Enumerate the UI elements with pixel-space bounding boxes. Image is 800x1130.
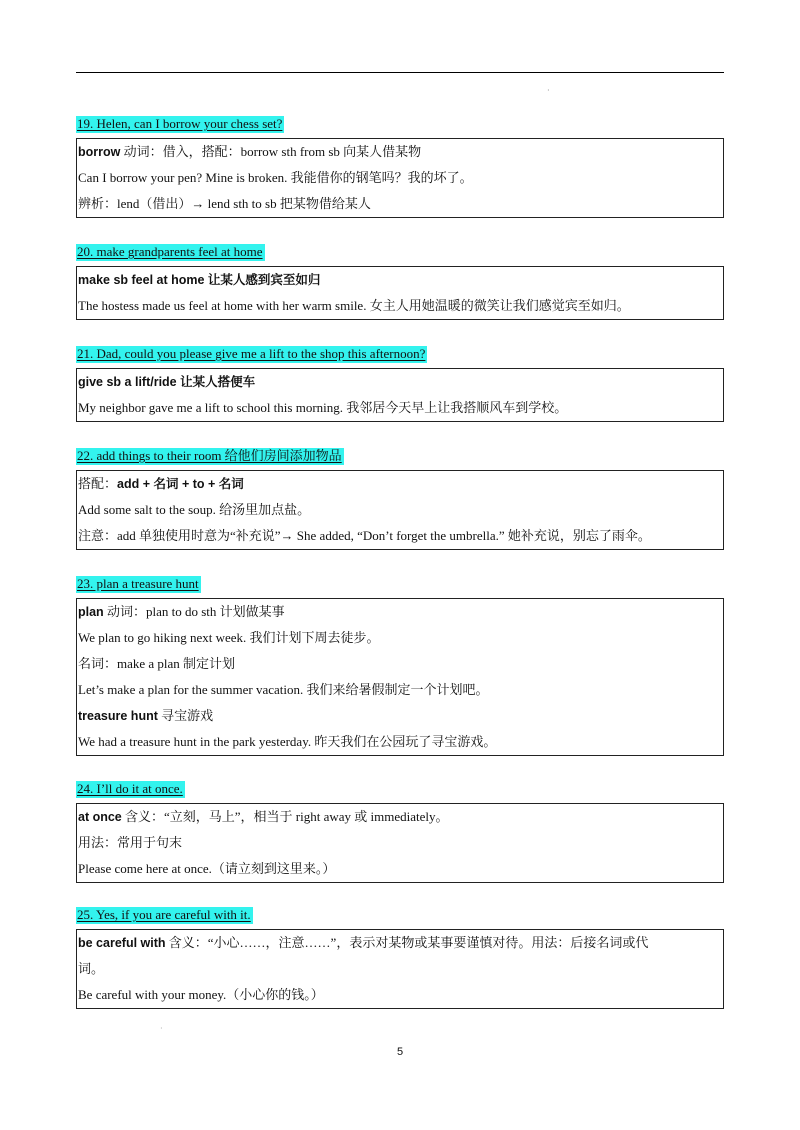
- keyword: plan: [78, 605, 104, 619]
- keyword: give sb a lift/ride 让某人搭便车: [78, 375, 256, 389]
- note-text: 动词：plan to do sth 计划做某事: [103, 604, 285, 619]
- section-20: [76, 243, 724, 320]
- note-text: 用法：常用于句末: [78, 835, 183, 850]
- note-text: Can I borrow your pen? Mine is broken. 我能借你的钢笔吗？我的坏了。: [78, 170, 473, 185]
- keyword: treasure hunt: [78, 709, 158, 723]
- note-line: [77, 830, 723, 856]
- section-heading: 21. Dad, could you please give me a lift to the shop this afternoon?: [77, 346, 426, 361]
- note-text: 辨析：lend（借出）→ lend sth to sb 把某物借给某人: [78, 196, 371, 211]
- scan-speck: ·: [160, 1024, 163, 1033]
- note-line: [77, 599, 723, 625]
- section-21: [76, 345, 724, 422]
- note-line: [77, 677, 723, 703]
- section-heading: 23. plan a treasure hunt: [77, 576, 199, 591]
- note-text: Be careful with your money.（小心你的钱。）: [78, 987, 324, 1002]
- note-line: [77, 165, 723, 191]
- note-text: Let’s make a plan for the summer vacation. 我们来给暑假制定一个计划吧。: [78, 682, 489, 697]
- note-line: [77, 191, 723, 217]
- note-box: [76, 598, 724, 756]
- note-text: 词。: [78, 961, 105, 976]
- note-line: [77, 930, 723, 956]
- note-text: 名词：make a plan 制定计划: [78, 656, 236, 671]
- note-line: [77, 395, 723, 421]
- section-23: [76, 575, 724, 756]
- section-25: [76, 906, 724, 1009]
- section-24: [76, 780, 724, 883]
- note-text: Add some salt to the soup. 给汤里加点盐。: [78, 502, 311, 517]
- note-text: 含义：“小心……，注意……”，表示对某物或某事要谨慎对待。用法：后接名词或代: [165, 935, 649, 950]
- note-text: My neighbor gave me a lift to school this morning. 我邻居今天早上让我搭顺风车到学校。: [78, 400, 568, 415]
- section-heading: 25. Yes, if you are careful with it.: [77, 907, 251, 922]
- note-box: [76, 803, 724, 883]
- section-heading: 19. Helen, can I borrow your chess set?: [77, 116, 283, 131]
- note-line: [77, 856, 723, 882]
- note-line: [77, 729, 723, 755]
- page-number: 5: [396, 1046, 404, 1058]
- keyword: add + 名词 + to + 名词: [117, 477, 244, 491]
- note-line: [77, 956, 723, 982]
- section-19: [76, 115, 724, 218]
- note-line: [77, 293, 723, 319]
- note-text: Please come here at once.（请立刻到这里来。）: [78, 861, 336, 876]
- note-text: The hostess made us feel at home with her warm smile. 女主人用她温暖的微笑让我们感觉宾至如归。: [78, 298, 630, 313]
- note-text: 含义：“立刻，马上”，相当于 right away 或 immediately。: [121, 809, 449, 824]
- note-line: [77, 497, 723, 523]
- note-line: [77, 982, 723, 1008]
- note-prefix: 搭配：: [78, 476, 118, 491]
- note-box: [76, 929, 724, 1009]
- note-line: [77, 523, 723, 549]
- note-line: [77, 369, 723, 395]
- note-text: We plan to go hiking next week. 我们计划下周去徒步。: [78, 630, 380, 645]
- keyword: be careful with: [78, 936, 166, 950]
- keyword: borrow: [78, 145, 121, 159]
- note-box: [76, 470, 724, 550]
- note-line: [77, 703, 723, 729]
- header-rule: [76, 72, 724, 73]
- note-line: [77, 139, 723, 165]
- section-heading: 24. I’ll do it at once.: [77, 781, 183, 796]
- note-text: 寻宝游戏: [157, 708, 214, 723]
- keyword: at once: [78, 810, 122, 824]
- note-box: [76, 266, 724, 320]
- note-line: [77, 804, 723, 830]
- note-box: [76, 368, 724, 422]
- note-text: We had a treasure hunt in the park yesterday. 昨天我们在公园玩了寻宝游戏。: [78, 734, 497, 749]
- section-22: [76, 447, 724, 550]
- note-line: [77, 471, 723, 497]
- note-box: [76, 138, 724, 218]
- section-heading: 20. make grandparents feel at home: [77, 244, 263, 259]
- note-line: [77, 267, 723, 293]
- section-heading: 22. add things to their room 给他们房间添加物品: [77, 448, 342, 463]
- note-line: [77, 625, 723, 651]
- note-text: 注意：add 单独使用时意为“补充说”→ She added, “Don’t forget the umbrella.” 她补充说，别忘了雨伞。: [78, 528, 651, 543]
- scan-speck: ·: [547, 86, 550, 95]
- note-line: [77, 651, 723, 677]
- note-text: 动词：借入，搭配：borrow sth from sb 向某人借某物: [120, 144, 422, 159]
- keyword: make sb feel at home 让某人感到宾至如归: [78, 273, 321, 287]
